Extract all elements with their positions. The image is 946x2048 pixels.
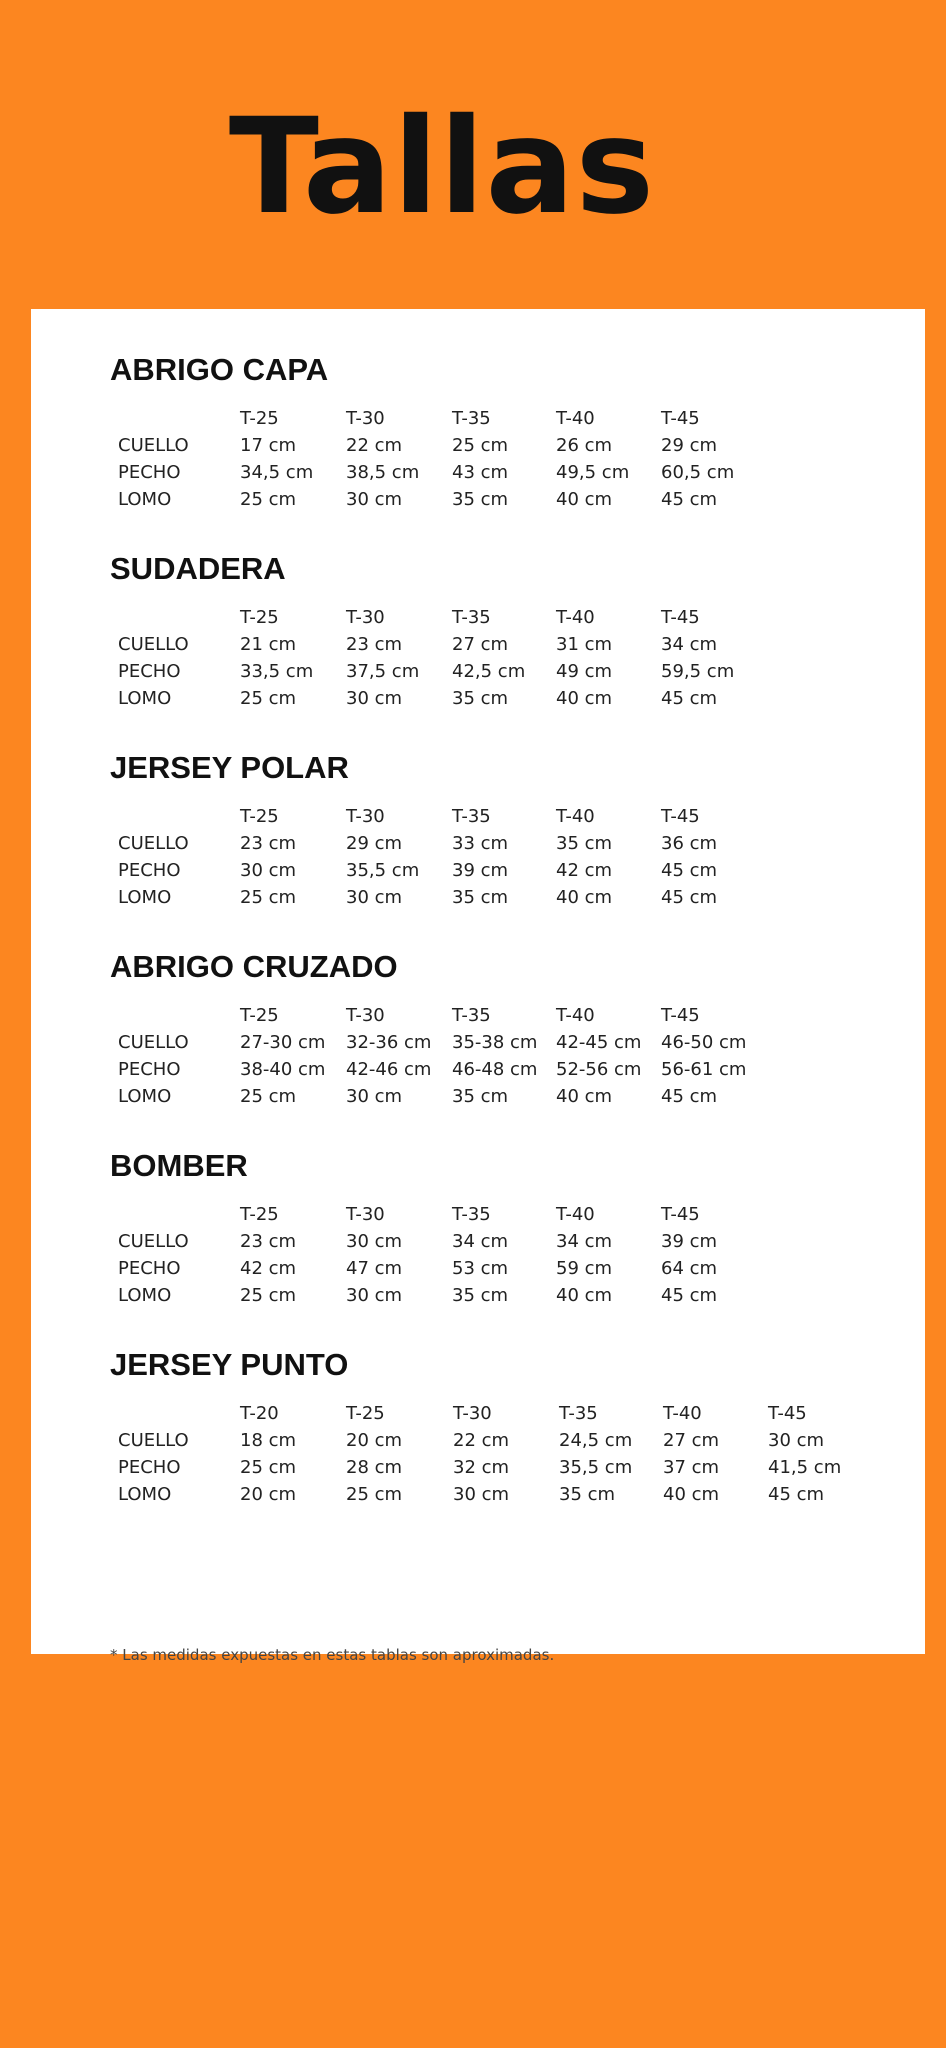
measurement-value: 35,5 cm [346, 860, 420, 881]
size-header-cell: T-25 [346, 1403, 385, 1424]
measurement-value: 56-61 cm [661, 1059, 747, 1080]
measurement-value: 38,5 cm [346, 462, 420, 483]
measurement-value: 34 cm [556, 1231, 613, 1252]
measurement-value: 30 cm [346, 1231, 403, 1252]
size-header-cell: T-35 [559, 1403, 598, 1424]
section-title: BOMBER [110, 1148, 248, 1183]
measurement-label: PECHO [118, 661, 181, 682]
measurement-value: 42 cm [240, 1258, 297, 1279]
measurement-label: LOMO [118, 688, 172, 709]
size-header-cell: T-40 [556, 408, 595, 429]
measurement-value: 30 cm [453, 1484, 510, 1505]
size-header-cell: T-30 [346, 607, 385, 628]
measurement-value: 32-36 cm [346, 1032, 432, 1053]
measurement-value: 23 cm [346, 634, 403, 655]
measurement-label: CUELLO [118, 1032, 189, 1053]
measurement-value: 40 cm [556, 688, 613, 709]
size-chart-sheet [31, 309, 925, 1664]
measurement-value: 35 cm [452, 489, 509, 510]
size-header-cell: T-35 [452, 806, 491, 827]
measurement-label: PECHO [118, 1457, 181, 1478]
measurement-value: 37,5 cm [346, 661, 420, 682]
measurement-value: 40 cm [663, 1484, 720, 1505]
size-header-cell: T-30 [346, 1005, 385, 1026]
measurement-label: LOMO [118, 1285, 172, 1306]
measurement-value: 20 cm [346, 1430, 403, 1451]
measurement-value: 38-40 cm [240, 1059, 326, 1080]
size-header-cell: T-25 [240, 1204, 279, 1225]
measurement-row [31, 1228, 925, 1255]
size-header-row [31, 1002, 925, 1029]
measurement-label: CUELLO [118, 435, 189, 456]
size-section [31, 1304, 925, 1505]
measurement-value: 27 cm [663, 1430, 720, 1451]
measurement-value: 42,5 cm [452, 661, 526, 682]
measurement-label: LOMO [118, 887, 172, 908]
size-header-cell: T-45 [768, 1403, 807, 1424]
measurement-value: 28 cm [346, 1457, 403, 1478]
size-header-cell: T-25 [240, 408, 279, 429]
section-title: JERSEY PUNTO [110, 1347, 349, 1382]
measurement-value: 22 cm [453, 1430, 510, 1451]
measurement-value: 35 cm [452, 1285, 509, 1306]
size-header-cell: T-35 [452, 1204, 491, 1225]
measurement-value: 46-48 cm [452, 1059, 538, 1080]
measurement-value: 35,5 cm [559, 1457, 633, 1478]
measurement-value: 35 cm [556, 833, 613, 854]
size-header-row [31, 1400, 925, 1427]
measurement-value: 40 cm [556, 1285, 613, 1306]
section-title: ABRIGO CRUZADO [110, 949, 398, 984]
measurement-value: 35 cm [452, 1086, 509, 1107]
measurement-value: 64 cm [661, 1258, 718, 1279]
measurement-value: 29 cm [661, 435, 718, 456]
measurement-value: 46-50 cm [661, 1032, 747, 1053]
size-header-cell: T-25 [240, 806, 279, 827]
measurement-value: 40 cm [556, 489, 613, 510]
measurement-value: 25 cm [240, 1086, 297, 1107]
measurement-value: 43 cm [452, 462, 509, 483]
measurement-value: 34,5 cm [240, 462, 314, 483]
size-header-cell: T-40 [556, 607, 595, 628]
size-header-cell: T-30 [346, 408, 385, 429]
measurement-value: 52-56 cm [556, 1059, 642, 1080]
measurement-value: 31 cm [556, 634, 613, 655]
measurement-row [31, 1056, 925, 1083]
measurement-value: 32 cm [453, 1457, 510, 1478]
measurement-value: 49 cm [556, 661, 613, 682]
measurement-row [31, 658, 925, 685]
size-header-cell: T-45 [661, 806, 700, 827]
measurement-value: 30 cm [346, 1285, 403, 1306]
measurement-label: PECHO [118, 1059, 181, 1080]
measurement-value: 25 cm [452, 435, 509, 456]
size-header-row [31, 604, 925, 631]
measurement-row [31, 1454, 925, 1481]
measurement-value: 39 cm [661, 1231, 718, 1252]
size-section [31, 508, 925, 709]
measurement-value: 33,5 cm [240, 661, 314, 682]
measurement-value: 30 cm [346, 688, 403, 709]
measurement-value: 22 cm [346, 435, 403, 456]
measurement-value: 25 cm [240, 1285, 297, 1306]
measurement-value: 35 cm [452, 887, 509, 908]
measurement-label: PECHO [118, 1258, 181, 1279]
size-header-cell: T-40 [663, 1403, 702, 1424]
measurement-value: 37 cm [663, 1457, 720, 1478]
measurement-value: 42-45 cm [556, 1032, 642, 1053]
measurement-label: CUELLO [118, 1430, 189, 1451]
measurement-value: 39 cm [452, 860, 509, 881]
measurement-row [31, 1029, 925, 1056]
measurement-value: 36 cm [661, 833, 718, 854]
measurement-value: 47 cm [346, 1258, 403, 1279]
section-title: JERSEY POLAR [110, 750, 349, 785]
measurement-value: 29 cm [346, 833, 403, 854]
size-section [31, 707, 925, 908]
section-title: SUDADERA [110, 551, 286, 586]
size-header-cell: T-30 [346, 806, 385, 827]
measurement-value: 25 cm [346, 1484, 403, 1505]
measurement-value: 34 cm [661, 634, 718, 655]
measurement-value: 35 cm [452, 688, 509, 709]
measurement-row [31, 631, 925, 658]
measurement-value: 45 cm [661, 688, 718, 709]
measurement-value: 30 cm [768, 1430, 825, 1451]
measurement-row [31, 459, 925, 486]
size-section [31, 309, 925, 510]
page-title: Tallas [228, 90, 656, 244]
measurement-value: 60,5 cm [661, 462, 735, 483]
measurement-value: 45 cm [661, 887, 718, 908]
measurement-value: 42-46 cm [346, 1059, 432, 1080]
section-title: ABRIGO CAPA [110, 352, 329, 387]
measurement-value: 33 cm [452, 833, 509, 854]
size-header-cell: T-25 [240, 1005, 279, 1026]
measurement-value: 49,5 cm [556, 462, 630, 483]
measurements-footnote: * Las medidas expuestas en estas tablas son aproximadas. [110, 1646, 555, 1664]
size-header-cell: T-40 [556, 1005, 595, 1026]
measurement-label: CUELLO [118, 634, 189, 655]
measurement-value: 25 cm [240, 887, 297, 908]
size-header-cell: T-25 [240, 607, 279, 628]
measurement-label: LOMO [118, 489, 172, 510]
measurement-value: 27 cm [452, 634, 509, 655]
size-header-row [31, 803, 925, 830]
measurement-value: 30 cm [346, 887, 403, 908]
measurement-value: 30 cm [240, 860, 297, 881]
measurement-value: 41,5 cm [768, 1457, 842, 1478]
size-header-cell: T-40 [556, 1204, 595, 1225]
measurement-value: 20 cm [240, 1484, 297, 1505]
measurement-value: 59 cm [556, 1258, 613, 1279]
measurement-value: 45 cm [661, 860, 718, 881]
measurement-label: PECHO [118, 860, 181, 881]
measurement-value: 40 cm [556, 887, 613, 908]
measurement-value: 59,5 cm [661, 661, 735, 682]
size-header-row [31, 1201, 925, 1228]
size-header-cell: T-30 [453, 1403, 492, 1424]
measurement-label: PECHO [118, 462, 181, 483]
size-header-cell: T-30 [346, 1204, 385, 1225]
measurement-value: 34 cm [452, 1231, 509, 1252]
size-section [31, 1105, 925, 1306]
size-header-cell: T-45 [661, 1204, 700, 1225]
size-header-cell: T-45 [661, 408, 700, 429]
measurement-row [31, 1427, 925, 1454]
measurement-value: 25 cm [240, 489, 297, 510]
measurement-value: 35 cm [559, 1484, 616, 1505]
measurement-value: 26 cm [556, 435, 613, 456]
size-header-cell: T-40 [556, 806, 595, 827]
measurement-value: 24,5 cm [559, 1430, 633, 1451]
measurement-value: 35-38 cm [452, 1032, 538, 1053]
size-header-cell: T-35 [452, 1005, 491, 1026]
size-header-row [31, 405, 925, 432]
measurement-label: LOMO [118, 1484, 172, 1505]
measurement-value: 45 cm [661, 489, 718, 510]
measurement-row [31, 1255, 925, 1282]
measurement-value: 17 cm [240, 435, 297, 456]
measurement-value: 27-30 cm [240, 1032, 326, 1053]
measurement-value: 23 cm [240, 833, 297, 854]
measurement-row [31, 830, 925, 857]
measurement-value: 25 cm [240, 688, 297, 709]
measurement-value: 18 cm [240, 1430, 297, 1451]
measurement-value: 42 cm [556, 860, 613, 881]
measurement-value: 30 cm [346, 489, 403, 510]
size-header-cell: T-35 [452, 607, 491, 628]
measurement-row [31, 1481, 925, 1508]
measurement-value: 45 cm [768, 1484, 825, 1505]
measurement-value: 21 cm [240, 634, 297, 655]
size-header-cell: T-20 [240, 1403, 279, 1424]
size-section [31, 906, 925, 1107]
measurement-value: 40 cm [556, 1086, 613, 1107]
measurement-value: 25 cm [240, 1457, 297, 1478]
measurement-value: 23 cm [240, 1231, 297, 1252]
measurement-label: LOMO [118, 1086, 172, 1107]
measurement-row [31, 432, 925, 459]
measurement-value: 45 cm [661, 1285, 718, 1306]
size-header-cell: T-35 [452, 408, 491, 429]
size-header-cell: T-45 [661, 1005, 700, 1026]
measurement-label: CUELLO [118, 833, 189, 854]
measurement-label: CUELLO [118, 1231, 189, 1252]
measurement-value: 53 cm [452, 1258, 509, 1279]
measurement-value: 45 cm [661, 1086, 718, 1107]
size-header-cell: T-45 [661, 607, 700, 628]
measurement-row [31, 857, 925, 884]
measurement-value: 30 cm [346, 1086, 403, 1107]
